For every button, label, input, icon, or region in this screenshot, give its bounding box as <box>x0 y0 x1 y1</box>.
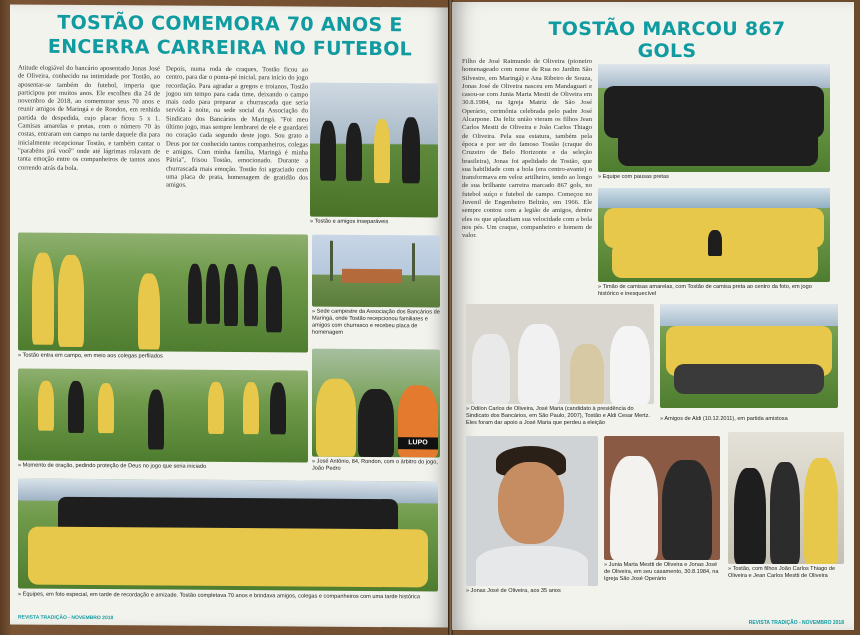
caption-aldi-friends: » Amigos de Aldi (10.12.2011), em partida amistosa <box>660 416 788 422</box>
right-text-column: Filho de José Raimundo de Oliveira (pioneiro homenageado com nome de Rua no Jardim São Silvestre, em Maringá) e Ana Ribeiro de Souza, Jonas José de Oliveira nasceu em Mandaguari e casou-se com Junia Marta Mestti de Oliveira em 30.8.1984, na Igreja Matriz de São José Operário, cerimônia celebrada pelo padre José Alcarpone. Da feliz união vieram os filhos Jean Carlos Mestti de Oliveira e João Carlos Thiago de Oliveira. Pela sua estatura, também pela época e por ser do famoso Tostão (craque do Cruzeiro de Belo Horizonte e da seleção brasileira), Jonas foi apelidado de Tostão, que sua habilidade com a bola (era centro-avante) o transformava em veloz artilheiro, tendo ao longo de sua brilhante carreira marcado 867 gols, no futebol suíço e futebol de campo. Começou no Juvenil de Engenheiro Beltrão, em 1966. Ele sempre contou com a legião de amigos, dentre eles os que aplaudiam sua velocidade com a bola nos pés. Um craque, companheiro e homem de valor. <box>462 58 592 240</box>
caption-yellow-team: » Timão de camisas amarelas, com Tostão de camisa preta ao centro da foto, em jogo histórico e inesquecível <box>598 284 812 297</box>
photo-referee <box>312 349 440 458</box>
photo-black-team <box>598 64 830 172</box>
right-page-title: TOSTÃO MARCOU 867 GOLS <box>548 18 786 62</box>
caption-jonas-portrait: » Jonas José de Oliveira, aos 35 anos <box>466 588 561 594</box>
caption-entering-field: » Tostão entra em campo, em meio aos colegas perfilados <box>18 352 163 360</box>
photo-odilon-group <box>466 304 654 404</box>
right-page <box>452 2 854 630</box>
photo-teams <box>18 479 438 592</box>
left-text-column-2: Depois, numa roda de craques, Tostão ficou ao centro, para dar o ponta-pé inicial, para início do jogo recordação. Para agradar a gregos e troianos, Tostão jogou um tempo para cada time, deixando o campo mais cedo para preparar a churrascada que seria servida à noite, na sede social da Associação do Sindicato dos Bancários de Maringá. "Foi meu último jogo, mas sempre lembrarei de ele e guardarei no coração cada segundo deste jogo. Sou grato a Deus por ter conhecido tantos companheiros, colegas e amigos. Com minha família, Maringá é minha Pátria", frisou Tostão, emocionado. Durante a churrascada mais emoção. Tostão foi agraciado com uma placa de prata, homenagem de gratidão dos amigos. <box>166 65 308 189</box>
caption-black-team: » Equipe com pausas pretas <box>598 174 669 180</box>
photo-clubhouse <box>312 235 440 308</box>
photo-aldi-friends <box>660 304 838 408</box>
photo-tostao-sons <box>728 432 844 564</box>
lupo-badge: LUPO <box>398 437 438 449</box>
caption-tostao-sons: » Tostão, com filhos João Carlos Thiago de Oliveira e Jean Carlos Mestti de Oliveira <box>728 566 836 579</box>
caption-odilon-group: » Odilon Carlos de Oliveira, José Maria (candidato à presidência do Sindicato dos Bancários, em São Paulo, 2007), Tostão e Aldi Cesar Mertz. Eles foram dar apoio a José Maria que perdeu a eleição <box>466 406 650 426</box>
photo-yellow-team <box>598 188 830 282</box>
photo-prayer-moment <box>18 369 308 463</box>
caption-teams: » Equipes, em foto especial, em tarde de recordação e amizade. Tostão completava 70 anos e brindava amigos, colegas e companheiros com uma tarde histórica <box>18 591 420 601</box>
photo-jonas-portrait <box>466 436 598 586</box>
caption-prayer-moment: » Momento de oração, pedindo proteção de Deus no jogo que seria iniciado <box>18 462 207 470</box>
right-footer: REVISTA TRADIÇÃO - NOVEMBRO 2018 <box>748 620 844 626</box>
caption-wedding: » Junia Marta Mestti de Oliveira e Jonas José de Oliveira, em seu casamento, 30.8.1984, na Igreja São José Operário <box>604 562 719 582</box>
left-page-title: TOSTÃO COMEMORA 70 ANOS E ENCERRA CARREIRA NO FUTEBOL <box>47 11 413 61</box>
left-page <box>10 4 448 627</box>
photo-entering-field <box>18 233 308 353</box>
photo-wedding <box>604 436 720 560</box>
left-footer: REVISTA TRADIÇÃO - NOVEMBRO 2018 <box>18 614 114 622</box>
caption-referee: » José Antônio, 84, Rondon, com o árbitro do jogo, João Pedro <box>312 458 438 472</box>
photo-tostao-friends <box>310 83 438 218</box>
caption-clubhouse: » Sede campestre da Associação dos Bancários de Maringá, onde Tostão recepcionou familiares e amigos com churrasco e recebeu placa de homenagem <box>312 308 440 336</box>
caption-tostao-friends: » Tostão e amigos inseparáveis <box>310 218 389 226</box>
left-text-column-1: Atitude elogiável do bancário aposentado Jonas José de Oliveira, conhecido na intimidade por Tostão, ao aposentar-se também do futebol, imperia que participou por muitos anos. Ele escolheu dia 24 de novembro de 2018, ao comemorar seus 70 anos e reunir amigos de Maringá e de Rondon, em renhida partida de despedida, cujo placar ficou 5 x 1. Camisas amarelas e pretas, com o número 70 às costas, entraram em campo na tarde daquele dia para inicialmente recepcionar Tostão, e também cantar o "parabéns prá você" onde até lágrimas rolavam de tanta emoção entre os companheiros de tantos anos correndo atrás da bola. <box>18 64 160 172</box>
